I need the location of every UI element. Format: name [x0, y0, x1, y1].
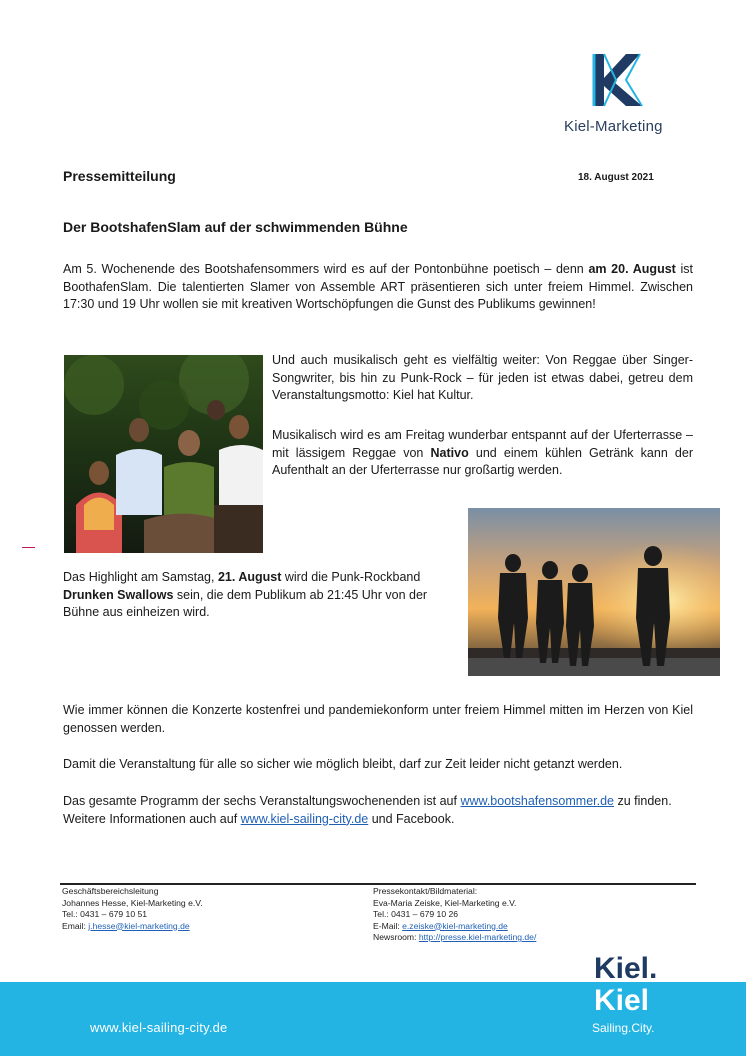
email-label: E-Mail: [373, 920, 403, 931]
footer-line: Eva-Maria Zeiske, Kiel-Marketing e.V. [373, 897, 517, 908]
paragraph-friday [272, 427, 693, 480]
margin-marker [22, 547, 35, 548]
kiel-marketing-logo-icon [592, 52, 646, 108]
text-bold: Drunken Swallows [63, 587, 174, 602]
logo-text: Kiel-Marketing [564, 118, 663, 135]
press-date: 18. August 2021 [578, 172, 654, 183]
footer-contact-hesse [62, 886, 203, 932]
text-segment: Musikalisch wird es am Freitag wunderbar entspannt auf der Uferterrasse – mit lässigem Reggae von [272, 428, 693, 460]
text-segment: Das Highlight am Samstag, [63, 570, 218, 584]
paragraph-music: Und auch musikalisch geht es vielfältig weiter: Von Reggae über Singer-Songwriter, bis hin zu Punk-Rock – für jeden ist etwas dabei, getreu dem Veranstaltungsmotto: Kiel hat Kultur. [272, 353, 693, 402]
email-link-hesse[interactable]: j.hesse@kiel-marketing.de [88, 920, 190, 931]
paragraph-program [63, 793, 693, 828]
text-segment: und einem kühlen Getränk kann der Aufenthalt an der Uferterrasse nur großartig werden. [272, 445, 693, 477]
text-bold: Nativo [430, 445, 469, 460]
footer-divider [60, 883, 696, 885]
band-photo-drunken-swallows [468, 508, 720, 676]
logo-line-2: Kiel [594, 984, 650, 1017]
text-segment: zu finden. Weitere Informationen auch auf [63, 794, 672, 826]
text-segment: Das gesamte Programm der sechs Veranstaltungswochenenden ist auf [63, 794, 461, 808]
email-link-zeiske[interactable]: e.zeiske@kiel-marketing.de [402, 920, 508, 931]
bottom-url: www.kiel-sailing-city.de [90, 1020, 228, 1035]
newsroom-label: Newsroom: [373, 932, 419, 942]
text-segment: ist BoothafenSlam. Die talentierten Slamer von Assemble ART präsentieren sich unter freiem Himmel. Zwischen 17:30 und 19 Uhr wollen sie mit kreativen Wortschöpfungen die Gunst des Publikums gewinnen! [63, 262, 694, 311]
paragraph-saturday [63, 569, 458, 622]
newsroom-link[interactable]: http://presse.kiel-marketing.de/ [418, 932, 537, 942]
paragraph-intro [63, 261, 693, 314]
paragraph-free-concerts: Wie immer können die Konzerte kostenfrei und pandemiekonform unter freiem Himmel mitten im Herzen von Kiel genossen werden. [63, 703, 693, 735]
footer-line: Pressekontakt/Bildmaterial: [373, 886, 478, 896]
footer-newsroom-line [373, 932, 536, 944]
footer-contact-zeiske [373, 886, 536, 944]
kiel-sailing-city-logo-icon [580, 948, 676, 1020]
paragraph-no-dancing: Damit die Veranstaltung für alle so sicher wie möglich bleibt, darf zur Zeit leider nicht getanzt werden. [63, 757, 623, 771]
band-photo-nativo [64, 355, 263, 553]
text-segment: und Facebook. [368, 811, 455, 826]
kiel-sailing-city-link[interactable]: www.kiel-sailing-city.de [240, 811, 369, 826]
headline: Der BootshafenSlam auf der schwimmenden Bühne [63, 219, 408, 235]
email-label: Email: [62, 920, 89, 931]
footer-email-line [62, 921, 203, 933]
footer-line: Tel.: 0431 – 679 10 26 [373, 909, 459, 919]
bootshafensommer-link[interactable]: www.bootshafensommer.de [460, 794, 614, 808]
text-bold: 21. August [217, 570, 282, 584]
text-segment: sein, die dem Publikum ab 21:45 Uhr von der Bühne aus einheizen wird. [63, 587, 428, 619]
footer-line: Geschäftsbereichsleitung [62, 886, 159, 896]
footer-email-line [373, 921, 536, 933]
text-segment: Am 5. Wochenende des Bootshafensommers wird es auf der Pontonbühne poetisch – denn [63, 262, 589, 276]
logo-line-1: Kiel. [594, 952, 658, 985]
text-segment: wird die Punk-Rockband [281, 570, 421, 584]
logo-subtitle: Sailing.City. [592, 1021, 655, 1035]
page-title: Pressemitteilung [63, 168, 176, 184]
footer-line: Johannes Hesse, Kiel-Marketing e.V. [62, 897, 203, 908]
footer-line: Tel.: 0431 – 679 10 51 [62, 909, 148, 919]
text-bold: am 20. August [588, 262, 676, 276]
